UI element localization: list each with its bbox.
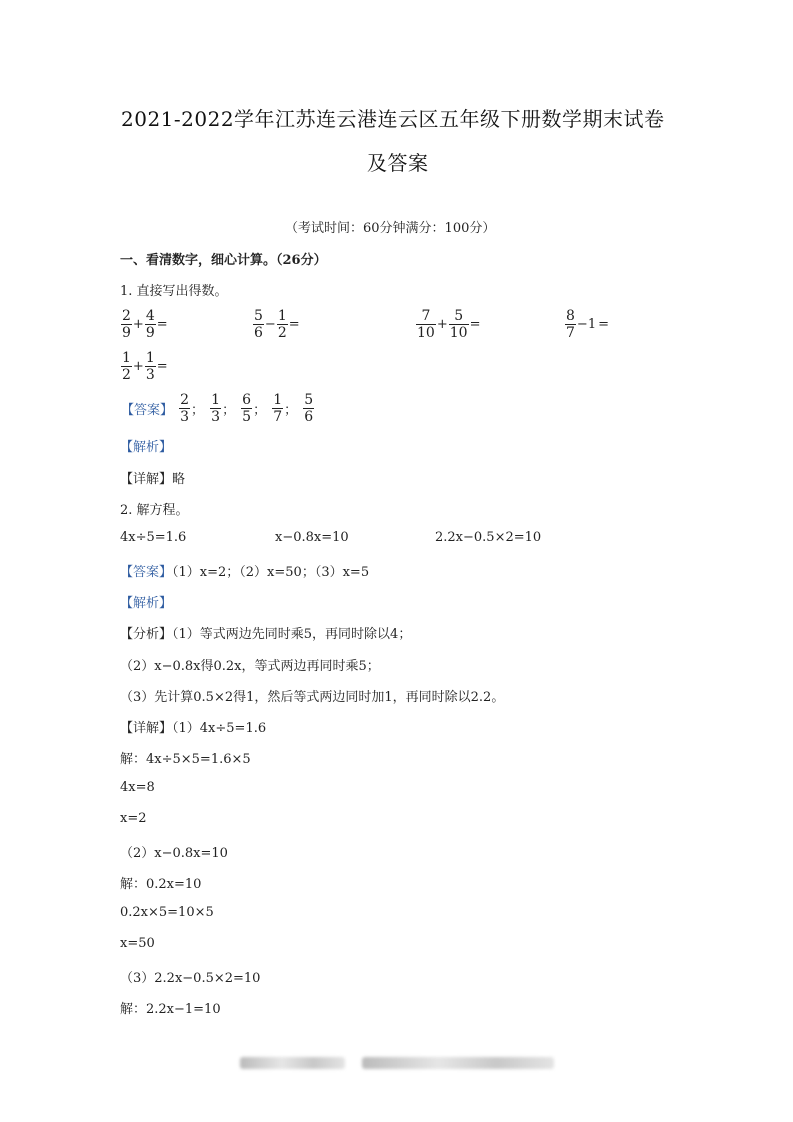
problem-5: $\frac{1}{2}$ + $\frac{1}{3}$ = <box>122 350 168 383</box>
section-heading: 一、看清数字，细心计算。（26分） <box>120 253 327 268</box>
fraction: $\frac{8}{7}$ <box>566 308 575 341</box>
answer-tag: 【答案】 <box>120 565 173 580</box>
analysis-tag: 【解析】 <box>120 596 173 611</box>
answer-text: （1）x=2；（2）x=50；（3）x=5 <box>172 565 370 580</box>
answer-tag: 【答案】 <box>121 403 174 418</box>
analysis-tag: 【解析】 <box>120 440 173 455</box>
blurred-footer <box>362 1057 554 1069</box>
solution-line: （2）x−0.8x=10 <box>120 846 228 861</box>
answer-fraction: $\frac{6}{5}$ <box>242 392 252 425</box>
fraction: $\frac{1}{2}$ <box>277 308 287 341</box>
solution-line: （3）先计算0.5×2得1，然后等式两边同时加1，再同时除以2.2。 <box>120 690 505 705</box>
fraction: $\frac{7}{10}$ <box>417 308 435 341</box>
solution-line: （3）2.2x−0.5×2=10 <box>120 971 261 986</box>
problem-3: $\frac{7}{10}$ + $\frac{5}{10}$ = <box>417 308 481 341</box>
solution-line: 【分析】（1）等式两边先同时乘5，再同时除以4； <box>120 627 412 642</box>
fraction: $\frac{5}{10}$ <box>449 308 468 341</box>
solution-line: 4x=8 <box>120 780 155 795</box>
fraction: $\frac{4}{9}$ <box>145 308 155 341</box>
solution-line: （2）x−0.8x得0.2x，等式两边再同时乘5； <box>120 659 380 674</box>
fraction: $\frac{1}{2}$ <box>122 350 131 383</box>
fraction: $\frac{1}{3}$ <box>145 350 155 383</box>
fraction: $\frac{5}{6}$ <box>254 308 263 341</box>
question-2-label: 2. 解方程。 <box>120 503 189 518</box>
answer-fraction: $\frac{2}{3}$ <box>180 392 190 425</box>
exam-info: （考试时间：60分钟满分：100分） <box>285 221 496 236</box>
answer-fraction: $\frac{1}{7}$ <box>273 392 283 425</box>
solution-line: 解：4x÷5×5=1.6×5 <box>120 752 251 767</box>
solution-line: 解：0.2x=10 <box>120 877 202 892</box>
fraction: $\frac{2}{9}$ <box>122 308 131 341</box>
solution-line: 【详解】（1）4x÷5=1.6 <box>120 721 267 736</box>
page-title: 2021-2022学年江苏连云港连云区五年级下册数学期末试卷 <box>121 107 665 131</box>
answer-1: 【答案】 $\frac{2}{3}$ ； $\frac{1}{3}$ ； $\frac{6}{5}$ ； $\frac{1}{7}$ ； $\frac{5}{6}$ <box>121 392 314 425</box>
problem-1: $\frac{2}{9}$ + $\frac{4}{9}$ = <box>122 308 168 341</box>
solution-line: x=2 <box>120 811 147 826</box>
solution-line: x=50 <box>120 936 155 951</box>
detail-line: 【详解】略 <box>120 472 186 487</box>
blurred-footer <box>240 1057 345 1069</box>
equation-1: 4x÷5=1.6 <box>120 530 187 545</box>
question-1-label: 1. 直接写出得数。 <box>120 284 228 299</box>
equation-2: x−0.8x=10 <box>275 530 349 545</box>
answer-fraction: $\frac{1}{3}$ <box>211 392 221 425</box>
problem-4: $\frac{8}{7}$ −1 = <box>566 308 609 341</box>
equation-3: 2.2x−0.5×2=10 <box>435 530 542 545</box>
solution-line: 解：2.2x−1=10 <box>120 1002 221 1017</box>
solution-line: 0.2x×5=10×5 <box>120 905 214 920</box>
problem-2: $\frac{5}{6}$ − $\frac{1}{2}$ = <box>254 308 300 341</box>
page-title-line2: 及答案 <box>367 151 429 175</box>
answer-fraction: $\frac{5}{6}$ <box>304 392 314 425</box>
answer-2 <box>120 561 369 580</box>
